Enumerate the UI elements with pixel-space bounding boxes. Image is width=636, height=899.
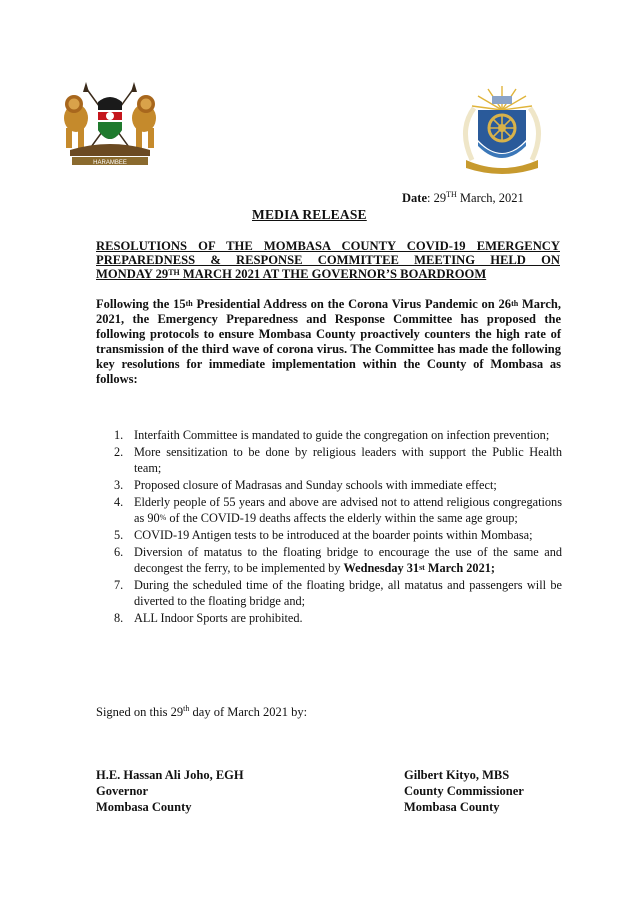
signatory-governor	[96, 767, 244, 815]
kenya-coat-of-arms-icon	[56, 78, 164, 170]
resolution-item: 4. Elderly people of 55 years and above are advised not to attend religious congregations as 90% of the COVID-19 deaths affects the elderly within the same age group;	[114, 495, 562, 526]
signatory-title: Governor	[96, 784, 149, 798]
intro-paragraph: Following the 15th Presidential Address on the Corona Virus Pandemic on 26th March, 2021, the Emergency Preparedness and Response Committee has proposed the following protocols to ensure Mombasa County proactively counters the high rate of transmission of the third wave of corona virus. The Committee has made the following key resolutions for immediate implementation within the County of Mombasa as follows:	[96, 297, 561, 386]
resolutions-list	[96, 428, 562, 628]
signatory-title: County Commissioner	[404, 784, 524, 798]
signatory-name: H.E. Hassan Ali Joho, EGH	[96, 768, 244, 782]
signatory-org: Mombasa County	[96, 800, 192, 814]
resolution-item: 2. More sensitization to be done by religious leaders with support the Public Health team;	[114, 445, 562, 475]
headline-line: PREPAREDNESS & RESPONSE COMMITTEE MEETING HELD ON	[96, 253, 560, 267]
headline-line: MONDAY 29TH MARCH 2021 AT THE GOVERNOR’S BOARDROOM	[96, 267, 487, 281]
signed-line: Signed on this 29th day of March 2021 by:	[96, 704, 308, 719]
resolution-item: 1. Interfaith Committee is mandated to guide the congregation on infection prevention;	[114, 428, 550, 442]
mombasa-county-seal-icon	[452, 80, 552, 178]
media-release-heading: MEDIA RELEASE	[252, 207, 367, 222]
resolution-item: 7. During the scheduled time of the floating bridge, all matatus and passengers will be diverted to the floating bridge and;	[114, 578, 562, 609]
release-date: Date: 29TH March, 2021	[402, 190, 524, 205]
headline-line: RESOLUTIONS OF THE MOMBASA COUNTY COVID-19 EMERGENCY	[96, 239, 560, 253]
svg-text:HARAMBEE: HARAMBEE	[93, 160, 127, 166]
resolution-item: 5. COVID-19 Antigen tests to be introduced at the boarder points within Mombasa;	[114, 528, 533, 543]
signatory-commissioner	[404, 767, 524, 815]
signatory-name: Gilbert Kityo, MBS	[404, 768, 510, 782]
resolution-item: 3. Proposed closure of Madrasas and Sunday schools with immediate effect;	[114, 478, 497, 493]
signatory-org: Mombasa County	[404, 800, 500, 814]
resolution-item: 6. Diversion of matatus to the floating bridge to encourage the use of the same and decongest the ferry, to be implemented by Wednesday 31st March 2021;	[114, 545, 562, 576]
resolution-item: 8. ALL Indoor Sports are prohibited.	[114, 611, 303, 626]
document-headline	[96, 239, 560, 281]
